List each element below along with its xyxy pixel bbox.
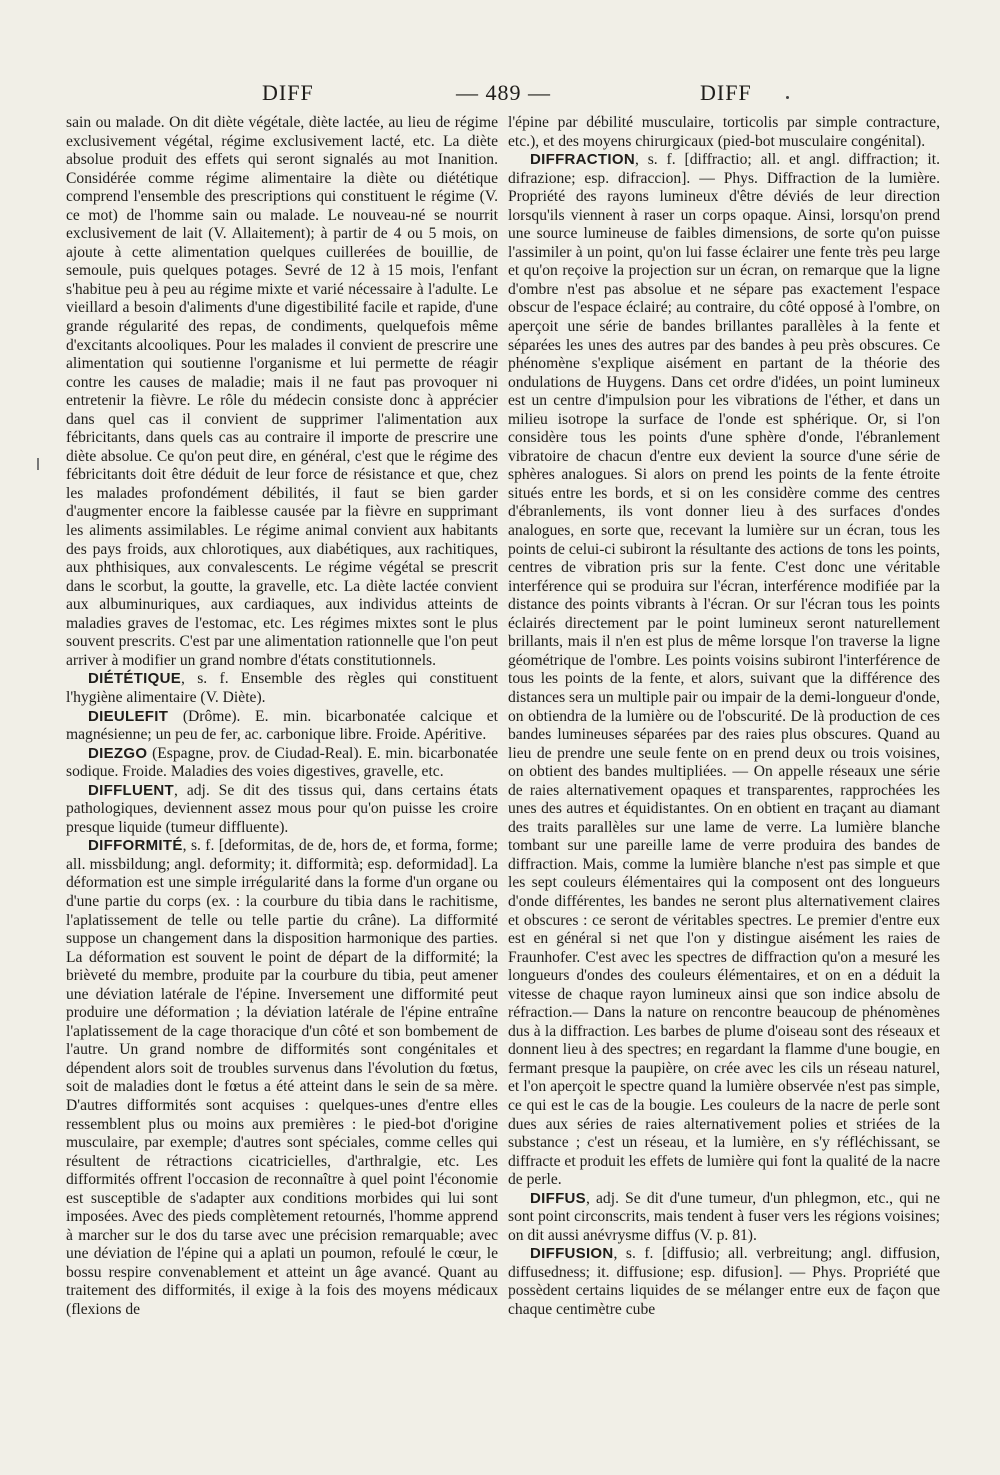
entry-dietetique: [66, 670, 498, 707]
continuation-paragraph: sain ou malade. On dit diète végétale, diète lactée, au lieu de régime exclusivement végétal, régime exclusivement lacté, etc. La diète absolue produit des effets qui seront signalés au mot Inanition. Considérée comme régime alimentaire la diète ou diététique comprend l'ensemble des prescriptions qui constituent le régime (V. ce mot) de l'homme sain ou malade. Le nouveau-né se nourrit exclusivement de lait (V. Allaitement); à partir de 4 ou 5 mois, on ajoute à cette alimentation quelques cuillerées de bouillie, de semoule, puis quelques potages. Sevré de 12 à 15 mois, l'enfant s'habitue peu à peu au régime mixte et varié nécessaire à l'adulte. Le vieillard a besoin d'aliments d'une digestibilité facile et rapide, d'une grande régularité des repas, de condiments, quelquefois même d'excitants alcooliques. Pour les malades il convient de prescrire une alimentation qui soutienne l'organisme et lui permette de réagir contre les causes de maladie; mais il ne faut pas provoquer ni entretenir la fièvre. Le rôle du médecin consiste donc à apprécier dans quel cas il convient de supprimer l'alimentation aux fébricitants, dans quels cas au contraire il importe de prescrire une diète absolue. Ce qu'on peut dire, en général, c'est que le régime des fébricitants doit être déduit de leur force de résistance et que, chez les malades profondément débilités, il faut se bien garder d'augmenter encore la faiblesse causée par la fièvre en supprimant les aliments assimilables. Le régime animal convient aux habitants des pays froids, aux chlorotiques, aux diabétiques, aux rachitiques, aux phthisiques, aux convalescents. Le régime végétal se prescrit dans le scorbut, la goutte, la gravelle, etc. La diète lactée convient aux albuminuriques, aux cardiaques, aux individus atteints de maladies graves de l'estomac, etc. Les régimes mixtes sont le plus souvent prescrits. C'est par une alimentation rationnelle que l'on peut arriver à modifier un grand nombre d'états constitutionnels.: [66, 114, 498, 669]
entry-dieulefit: [66, 708, 498, 745]
left-column: [66, 114, 498, 1320]
headword: DIFFORMITÉ: [88, 837, 183, 855]
entry-diffraction: [508, 151, 940, 1190]
entry-text: , s. f. Ensemble des règles qui constituent l'hygiène alimentaire (V. Diète).: [66, 670, 498, 706]
header-right-guideword: DIFF: [700, 80, 752, 105]
right-column: [508, 114, 940, 1320]
entry-diffusion: [508, 1245, 940, 1319]
entry-text: , adj. Se dit des tissus qui, dans certains états pathologiques, deviennent assez mous pour qu'on puisse les croire presque liquide (tumeur diffluente).: [66, 781, 498, 836]
headword: DIFFUS: [530, 1189, 586, 1207]
running-header: [0, 80, 1000, 110]
entry-text: , adj. Se dit d'une tumeur, d'un phlegmon, etc., qui ne sont point circonscrits, mais tendent à fuser vers les régions voisines; on dit aussi anévrysme diffus (V. p. 81).: [508, 1189, 940, 1244]
entry-text: (Drôme). E. min. bicarbonatée calcique et magnésienne; un peu de fer, ac. carbonique libre. Froide. Apéritive.: [66, 707, 498, 744]
continuation-paragraph: l'épine par débilité musculaire, torticolis par simple contracture, etc.), et des moyens chirurgicaux (pied-bot musculaire congénital).: [508, 114, 940, 150]
entry-diffus: [508, 1190, 940, 1246]
ink-dot: [786, 96, 789, 99]
entry-text: (Espagne, prov. de Ciudad-Real). E. min. bicarbonatée sodique. Froide. Maladies des voies digestives, gravelle, etc.: [66, 744, 498, 781]
headword: DIFFRACTION: [530, 151, 635, 169]
entry-diffluent: [66, 782, 498, 838]
headword: DIEZGO: [88, 744, 148, 762]
entry-text: , s. f. [deformitas, de de, hors de, et forma, forme; all. missbildung; angl. deformity; it. difformità; esp. deformidad]. La déformation est une simple irrégularité dans la forme d'un organe ou d'une partie du corps (ex. : la courbure du tibia dans le rachitisme, l'aplatissement de telle ou telle partie du crâne). La difformité suppose un changement dans la disposition harmonique des parties. La déformation est souvent le point de départ de la difformité; la brièveté du membre, produite par la courbure du tibia, peut amener une déviation latérale de l'épine. Inversement une difformité peut produire une déformation ; la déviation latérale de l'épine entraîne l'aplatissement de la cage thoracique d'un côté et son bombement de l'autre. Un grand nombre de difformités sont congénitales et dépendent alors soit de troubles survenus dans l'évolution du fœtus, soit de maladies dont le fœtus a été atteint dans le sein de sa mère. D'autres difformités sont acquises : quelques-unes d'entre elles ressemblent plus ou moins aux premières : le pied-bot d'origine musculaire, par exemple; d'autres sont spéciales, comme celles qui résultent de rétractions cicatricielles, d'arthralgie, etc. Les difformités offrent l'occasion de reconnaître à quel point l'économie est susceptible de s'adapter aux conditions morbides qui lui sont imposées. Avec des pieds complètement retournés, l'homme apprend à marcher sur le dos du tarse avec une précision remarquable; avec une déviation de l'épine qui a aplati un poumon, refoulé le cœur, le bossu respire convenablement et atteint un âge avancé. Quant au traitement des difformités, il exige à la fois des moyens médicaux (flexions de: [66, 837, 498, 1318]
margin-mark: [37, 458, 39, 470]
headword: DIFFLUENT: [88, 781, 175, 799]
entry-text: , s. f. [diffusio; all. verbreitung; angl. diffusion, diffusedness; it. diffusione; esp. difusion]. — Phys. Propriété que possèdent certains liquides de se mélanger entre eux de façon que chaque centimètre cube: [508, 1245, 940, 1318]
header-left-guideword: DIFF: [262, 80, 314, 105]
entry-difformite: [66, 837, 498, 1319]
page-number: — 489 —: [456, 80, 551, 105]
headword: DIFFUSION: [530, 1245, 614, 1263]
entry-text: , s. f. [diffractio; all. et angl. diffraction; it. difrazione; esp. difraccion]. — Phys. Diffraction de la lumière. Propriété des rayons lumineux d'être déviés de leur direction lorsqu'ils viennent à raser un corps opaque. Ainsi, lorsqu'on prend une source lumineuse de faibles dimensions, de sorte qu'on puisse l'assimiler à un point, qu'on lui fasse éclairer une fente très peu large et qu'on reçoive la projection sur un écran, on remarque que la ligne d'ombre n'est pas absolue et ne sépare pas exactement l'espace obscur de l'espace éclairé; au contraire, du côté opposé à l'ombre, on aperçoit une série de bandes brillantes parallèles à la fente et séparées les unes des autres par des bandes à peu près obscures. Ce phénomène s'explique aisément en partant de la théorie des ondulations de Huygens. Dans cet ordre d'idées, un point lumineux est un centre d'impulsion pour les vibrations de l'éther, et dans un milieu isotrope la surface de l'onde est sphérique. Or, si l'on considère tous les points d'une sphère d'onde, l'ébranlement vibratoire de chacun d'entre eux devient la source d'une série de sphères analogues. Si alors on prend les points de la fente étroite situés entre les bords, et si on les considère comme des centres d'ébranlements, ils vont donner lieu à des surfaces d'ondes analogues, en sorte que, recevant la lumière sur un écran, tous les points de celui-ci subiront la résultante des actions de tons les points, centres de vibration pris sur la fente. C'est donc une véritable interférence qui se produira sur l'écran, interférence modifiée par la distance des points vibrants à l'écran. Or sur l'écran tous les points éclairés directement par le point lumineux seront naturellement brillants, mais il n'en est plus de même lorsque l'on traverse la ligne géométrique de l'ombre. Les points voisins subiront l'interférence de tous les points de la fente, et alors, suivant que la différence des distances sera un multiple pair ou impair de la demi-longueur d'onde, on obtiendra de la lumière ou de l'obscurité. De là production de ces bandes lumineuses séparées par des raies plus obscures. Quand au lieu de prendre une seule fente on en prend deux ou trois voisines, on obtient des bandes multipliées. — On appelle réseaux une série de raies alternativement opaques et transparentes, rapprochées les unes des autres et équidistantes. On en obtient en traçant au diamant des traits parallèles sur une lame de verre. La lumière blanche tombant sur une pareille lame de verre produira des bandes de diffraction. Mais, comme la lumière blanche n'est pas simple et que les sept couleurs élémentaires qui la composent ont des longueurs d'onde différentes, les bandes ne seront plus alternativement claires et obscures : ce seront de véritables spectres. Le premier d'entre eux est en général si net que l'on y distingue aisément les raies de Fraunhofer. C'est avec les spectres de diffraction qu'on a mesuré les longueurs d'ondes des couleurs élémentaires, et on en a déduit la vitesse de chaque rayon lumineux ainsi que son indice absolu de réfraction.— Dans la nature on rencontre beaucoup de phénomènes dus à la diffraction. Les barbes de plume d'oiseau sont des réseaux et donnent lieu à des spectres; en regardant la flamme d'une bougie, en fermant presque la paupière, on crée avec les cils un réseau naturel, et l'on aperçoit le spectre quand la lumière observée n'est pas simple, ce qui est le cas de la bougie. Les couleurs de la nacre de perle sont dues aux séries de raies alternativement polies et striées de la substance ; c'est un réseau, et la lumière, en s'y réfléchissant, se diffracte et produit les effets de lumière qui font la qualité de la nacre de perle.: [508, 151, 940, 1189]
headword: DIÉTÉTIQUE: [88, 670, 182, 688]
headword: DIEULEFIT: [88, 707, 169, 725]
entry-diezgo: [66, 745, 498, 782]
